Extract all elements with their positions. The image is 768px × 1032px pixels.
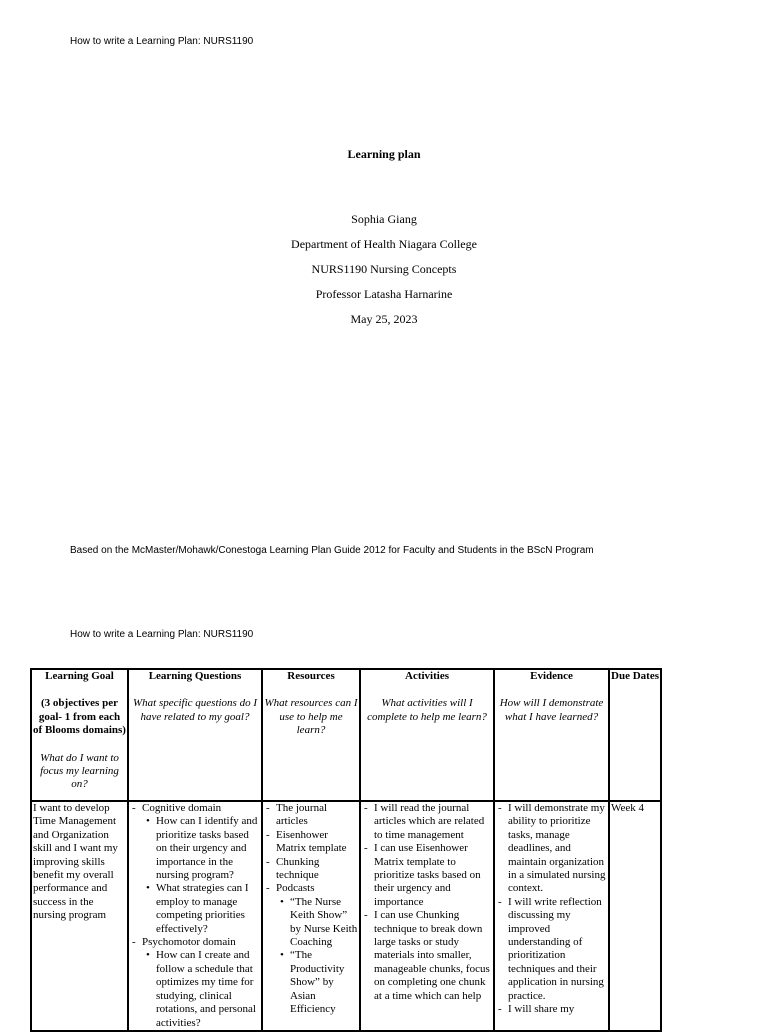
list-item: - I will share my (508, 1003, 607, 1016)
cell-learning-questions (128, 801, 262, 1031)
list-item: • How can I create and follow a schedule that optimizes my time for studying, clinical rotations, and personal activities? (156, 949, 260, 1029)
list-item: • “The Productivity Show” by Asian Efficiency (290, 949, 358, 1016)
page-footer: Based on the McMaster/Mohawk/Conestoga Learning Plan Guide 2012 for Faculty and Students in the BScN Program (70, 545, 594, 556)
list-item: - I will write reflection discussing my improved understanding of prioritization techniques and their application in nursing practice. (508, 896, 607, 1003)
document-title: Learning plan (347, 147, 421, 161)
header-resources: Resources What resources can I use to help me learn? (262, 669, 360, 801)
cell-learning-goal: I want to develop Time Management and Organization skill and I want my improving skills benefit my overall performance and success in the nursing program (31, 801, 128, 1031)
list-item: • How can I identify and prioritize tasks based on their urgency and importance in the nursing program? (156, 815, 260, 882)
list-item: - I can use Eisenhower Matrix template to prioritize tasks based on their urgency and importance (374, 842, 492, 909)
list-item: - Psychomotor domain • How can I create and follow a schedule that optimizes my time for studying, clinical rotations, and personal activities? (142, 936, 260, 1030)
header-evidence: Evidence How will I demonstrate what I have learned? (494, 669, 609, 801)
list-item: • “The Nurse Keith Show” by Nurse Keith Coaching (290, 896, 358, 950)
running-header-page2: How to write a Learning Plan: NURS1190 (70, 629, 254, 640)
list-item: - I can use Chunking technique to break down large tasks or study materials into smaller, manageable chunks, focus on completing one chunk at a time which can help (374, 909, 492, 1003)
cell-evidence (494, 801, 609, 1031)
course-name: NURS1190 Nursing Concepts (311, 262, 457, 276)
table-row (31, 801, 661, 1031)
header-learning-goal: Learning Goal (3 objectives per goal- 1 from each of Blooms domains) What do I want to focus my learning on? (31, 669, 128, 801)
list-item: - Cognitive domain • How can I identify and prioritize tasks based on their urgency and importance in the nursing program? • What strategies can I employ to manage competing priorities effectively? (142, 802, 260, 936)
list-item: - I will read the journal articles which are related to time management (374, 802, 492, 842)
cell-due-date: Week 4 (609, 801, 661, 1031)
list-item: - Podcasts • “The Nurse Keith Show” by Nurse Keith Coaching • “The Productivity Show” by Asian Efficiency (276, 882, 358, 1016)
department-name: Department of Health Niagara College (291, 237, 477, 251)
list-item: • What strategies can I employ to manage competing priorities effectively? (156, 882, 260, 936)
header-due-dates: Due Dates (609, 669, 661, 801)
header-learning-questions: Learning Questions What specific questions do I have related to my goal? (128, 669, 262, 801)
list-item: - Chunking technique (276, 856, 358, 883)
professor-name: Professor Latasha Harnarine (315, 287, 453, 301)
cell-resources (262, 801, 360, 1031)
list-item: - Eisenhower Matrix template (276, 829, 358, 856)
running-header: How to write a Learning Plan: NURS1190 (70, 36, 254, 47)
table-header-row (31, 669, 661, 801)
list-item: - I will demonstrate my ability to prioritize tasks, manage deadlines, and maintain organization in a simulated nursing context. (508, 802, 607, 896)
submission-date: May 25, 2023 (350, 312, 418, 326)
learning-plan-table (30, 668, 662, 1032)
author-name: Sophia Giang (351, 212, 417, 226)
header-activities: Activities What activities will I complete to help me learn? (360, 669, 494, 801)
cell-activities (360, 801, 494, 1031)
list-item: - The journal articles (276, 802, 358, 829)
